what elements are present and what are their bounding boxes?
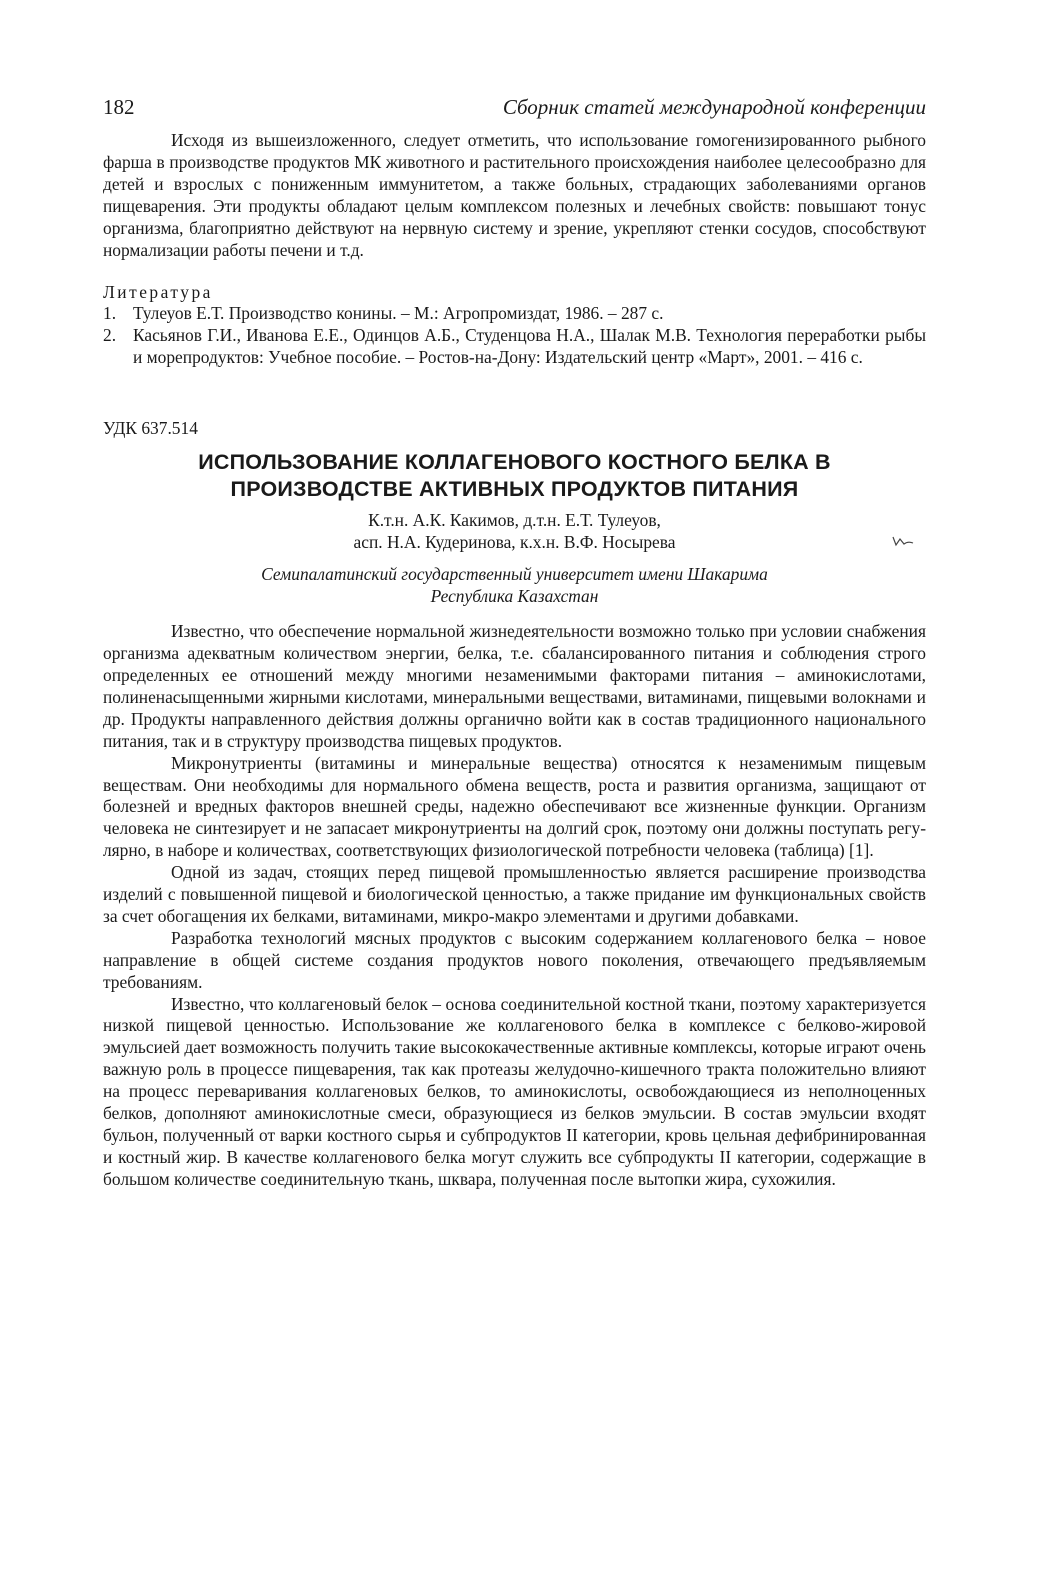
affiliation-line: Республика Казахстан: [430, 586, 599, 607]
running-title: Сборник статей международной конференции: [502, 95, 926, 119]
body-paragraph: Одной из задач, стоящих перед пищевой промышленностью является расширение производства изделий с повышенной пищевой и биологической ценностью, а также придание им функциональных свойств за счет обогащения их белками, витаминами, микро-макро элементами и другими добавками.: [103, 862, 926, 926]
authors-line: асп. Н.А. Кудеринова, к.х.н. В.Ф. Носырева: [353, 532, 676, 553]
article-title-line: ПРОИЗВОДСТВЕ АКТИВНЫХ ПРОДУКТОВ ПИТАНИЯ: [230, 477, 799, 502]
body-paragraph: Известно, что обеспечение нормальной жизнедеятельности возможно только при условии снабжения организма адекватным количеством энергии, белка, т.е. сбалансированного питания и соблюдения строго определенных ее отношений между многими незаменимыми факторами питания – аминокислотами, полиненасыщенными жирными кислотами, минеральными веществами, витаминами, пищевыми волокнами и др. Продукты направленного действия должны органично войти как в состав традиционного национального питания, так и в структуру производства пищевых продуктов.: [103, 621, 926, 751]
reference-number: 1.: [103, 303, 117, 324]
reference-number: 2.: [103, 325, 117, 346]
reference-list: [103, 303, 926, 369]
body-paragraph: Микронутриенты (витамины и минеральные вещества) относятся к незаменимым пищевым веществам. Они необходимы для нормального обмена веществ, роста и развития организма, защищают от болезней и вредных факторов внешней среды, надежно обеспечивают все жизненные функции. Организм человека не синтезирует и не запасает микронутриенты на долгий срок, поэтому они должны поступать регулярно, в наборе и количествах, соответствующих физиологической потребности человека (таблица) [1].: [103, 752, 926, 861]
handwritten-mark-icon: [891, 534, 915, 548]
reference-item: [103, 303, 926, 325]
reference-text: Тулеуов Е.Т. Производство конины. – М.: Агропромиздат, 1986. – 287 с.: [133, 303, 664, 324]
affiliation: [103, 563, 926, 607]
reference-text: Касьянов Г.И., Иванова Е.Е., Одинцов А.Б., Студенцова Н.А., Шалак М.В. Технология переработки рыбы и морепродуктов: Учебное пособие. – Ростов-на-Дону: Издательский центр «Март», 2001. – 416 с.: [133, 325, 926, 368]
article-body: [103, 621, 926, 1191]
page-header: [103, 94, 926, 120]
page-number: 182: [103, 95, 135, 119]
reference-item: [103, 325, 926, 369]
page: [103, 94, 926, 1191]
article-authors: [103, 509, 926, 553]
authors-line: К.т.н. А.К. Какимов, д.т.н. Е.Т. Тулеуов,: [368, 510, 661, 531]
udk-code: УДК 637.514: [103, 418, 198, 439]
intro-paragraph: Исходя из вышеизложенного, следует отметить, что использование гомогенизированного рыбного фарша в производстве продуктов МК животного и растительного происхождения наиболее целесообразно для детей и взрослых с пониженным иммунитетом, а также больных, страдающих заболеваниями органов пищеварения. Эти продукты обладают целым комплексом полезных и лечебных свойств: повышают тонус организма, благоприятно действуют на нервную систему и зрение, укрепляют стенки сосудов, способствуют нормализации работы печени и т.д.: [103, 130, 926, 260]
article-title: [103, 449, 926, 503]
body-paragraph: Разработка технологий мясных продуктов с высоким содержанием коллагенового белка – новое направление в общей системе создания продуктов нового поколения, отвечающего предъявляемым требованиям.: [103, 927, 926, 992]
affiliation-line: Семипалатинский государственный университет имени Шакарима: [261, 564, 768, 585]
literature-heading: Литература: [103, 282, 213, 303]
article-title-line: ИСПОЛЬЗОВАНИЕ КОЛЛАГЕНОВОГО КОСТНОГО БЕЛКА В: [198, 450, 831, 475]
body-paragraph: Известно, что коллагеновый белок – основа соединительной костной ткани, поэтому характеризуется низкой пищевой ценностью. Использование же коллагенового белка в комплексе с белково-жировой эмульсией дает возможность получить такие высококачественные активные комплексы, которые играют очень важную роль в процессе пищеварения, так как протеазы желудочно-кишечного тракта положительно влияют на процесс переваривания коллагеновых белков, то аминокислоты, освобождающиеся из неполноценных белков, дополняют аминокислотные смеси, образующиеся из белков эмульсии. В состав эмульсии входят бульон, полученный от варки костного сырья и субпродуктов II категории, кровь цельная дефибринированная и костный жир. В качестве коллагенового белка могут служить все субпродукты II категории, содержащие в большом количестве соединительную ткань, шквара, полученная после вытопки жира, сухожилия.: [103, 993, 926, 1189]
